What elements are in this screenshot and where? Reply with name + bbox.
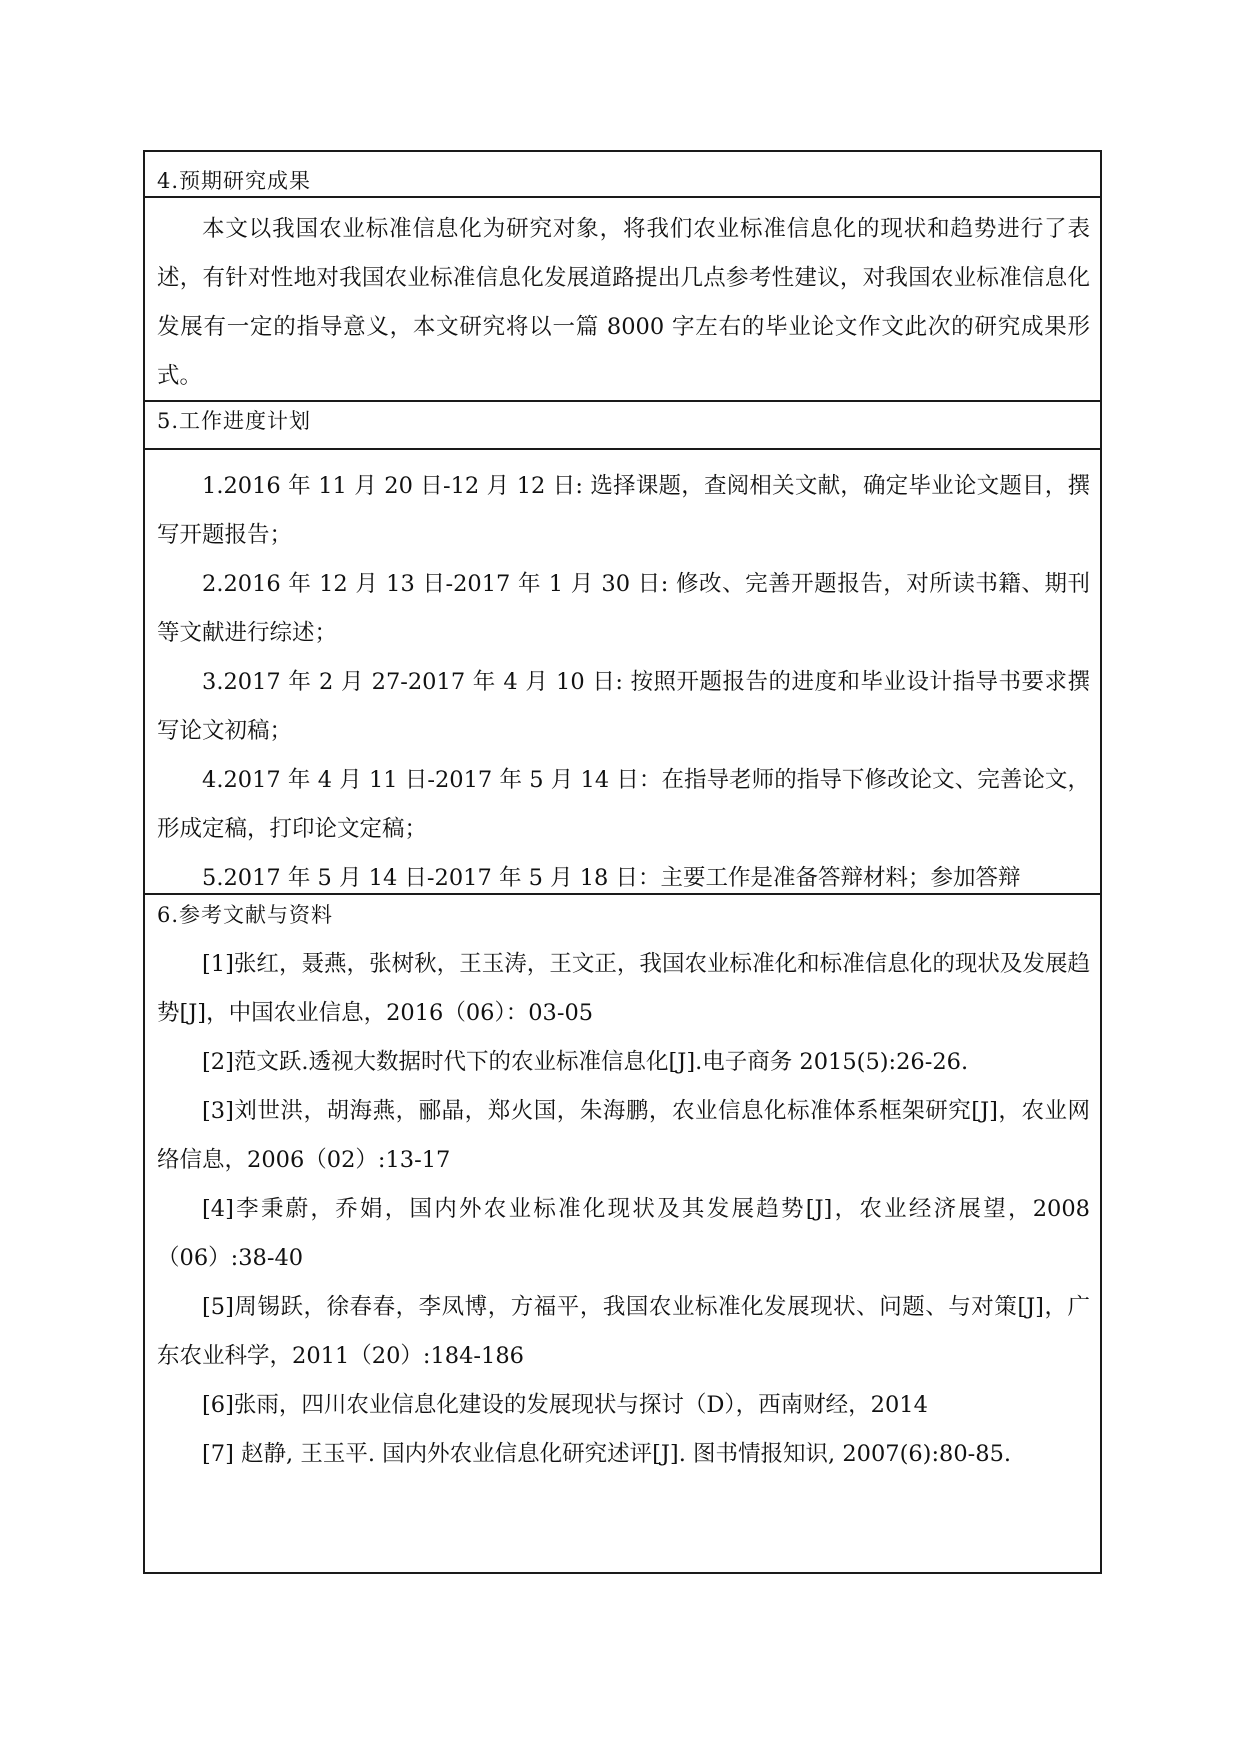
schedule-item: 5.2017 年 5 月 14 日-2017 年 5 月 18 日：主要工作是准备答辩材料；参加答辩 bbox=[202, 865, 1021, 891]
section-body-schedule bbox=[157, 462, 1090, 903]
schedule-item: 2.2016 年 12 月 13 日-2017 年 1 月 30 日: 修改、完善开题报告，对所读书籍、期刊等文献进行综述； bbox=[157, 571, 1090, 646]
outcomes-paragraph: 本文以我国农业标准信息化为研究对象，将我们农业标准信息化的现状和趋势进行了表述，有针对性地对我国农业标准信息化发展道路提出几点参考性建议，对我国农业标准信息化发展有一定的指导意义，本文研究将以一篇 8000 字左右的毕业论文作文此次的研究成果形式。 bbox=[157, 216, 1090, 389]
row-divider bbox=[145, 196, 1100, 198]
reference-item: [7] 赵静, 王玉平. 国内外农业信息化研究述评[J]. 图书情报知识, 2007(6):80-85. bbox=[202, 1441, 1012, 1467]
section-heading-outcomes: 4.预期研究成果 bbox=[157, 169, 312, 193]
schedule-item: 3.2017 年 2 月 27-2017 年 4 月 10 日: 按照开题报告的进度和毕业设计指导书要求撰写论文初稿； bbox=[157, 669, 1090, 744]
reference-item: [3]刘世洪，胡海燕，郦晶，郑火国，朱海鹏，农业信息化标准体系框架研究[J]，农业网络信息，2006（02）:13-17 bbox=[157, 1098, 1090, 1173]
reference-item: [1]张红，聂燕，张树秋，王玉涛，王文正，我国农业标准化和标准信息化的现状及发展趋势[J]，中国农业信息，2016（06）：03-05 bbox=[157, 951, 1090, 1026]
reference-item: [2]范文跃.透视大数据时代下的农业标准信息化[J].电子商务 2015(5):26-26. bbox=[202, 1049, 969, 1075]
row-divider bbox=[145, 400, 1100, 402]
section-body-references bbox=[157, 940, 1090, 1479]
row-divider bbox=[145, 448, 1100, 450]
reference-item: [5]周锡跃，徐春春，李凤博，方福平，我国农业标准化发展现状、问题、与对策[J]，广东农业科学，2011（20）:184-186 bbox=[157, 1294, 1090, 1369]
schedule-item: 1.2016 年 11 月 20 日-12 月 12 日: 选择课题，查阅相关文献，确定毕业论文题目，撰写开题报告； bbox=[157, 473, 1090, 548]
row-divider bbox=[145, 893, 1100, 895]
schedule-item: 4.2017 年 4 月 11 日-2017 年 5 月 14 日：在指导老师的指导下修改论文、完善论文，形成定稿，打印论文定稿； bbox=[157, 767, 1090, 842]
reference-item: [4]李秉蔚，乔娟，国内外农业标准化现状及其发展趋势[J]，农业经济展望，2008（06）:38-40 bbox=[157, 1196, 1090, 1271]
proposal-table bbox=[143, 150, 1102, 1574]
section-heading-references: 6.参考文献与资料 bbox=[157, 903, 334, 927]
section-body-outcomes bbox=[157, 205, 1090, 401]
reference-item: [6]张雨，四川农业信息化建设的发展现状与探讨（D），西南财经，2014 bbox=[202, 1392, 928, 1418]
section-heading-schedule: 5.工作进度计划 bbox=[157, 409, 312, 433]
